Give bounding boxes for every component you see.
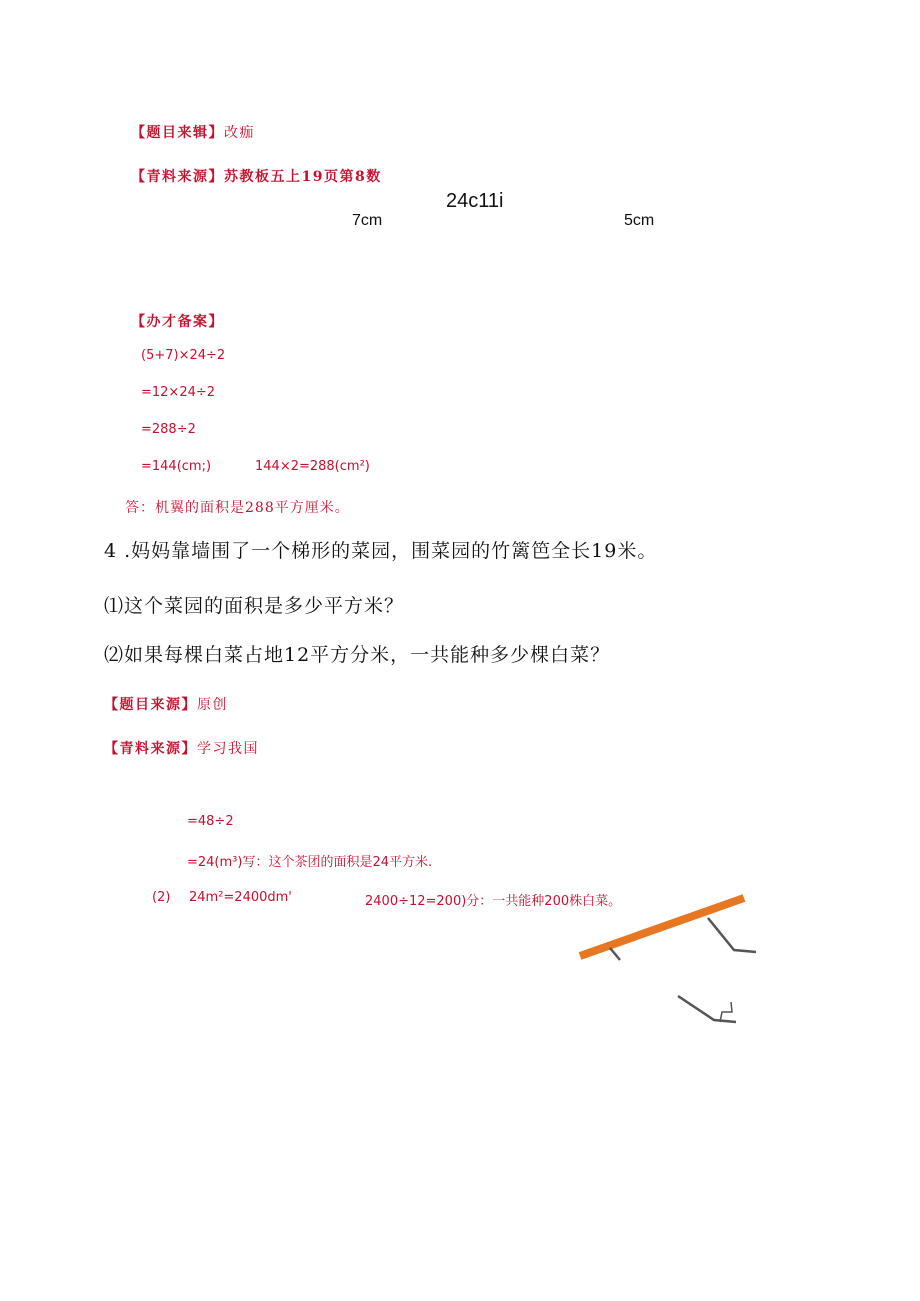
fence-bottom-corner <box>678 996 736 1022</box>
source-line <box>131 122 255 142</box>
q4-calc-1: =48÷2 <box>187 814 234 829</box>
wall-bar <box>580 898 744 956</box>
calc-line-4a: =144(cm;) <box>141 459 212 474</box>
fence-right-side <box>708 918 756 952</box>
figure-label-right: 5cm <box>624 212 655 229</box>
q4-source-tag: 【题目来源】 <box>104 697 197 713</box>
material-tag: 【青料来源】 <box>131 169 224 185</box>
calc-line-4b: 144×2=288(cm²) <box>255 459 370 474</box>
question-4-sub2: ⑵如果每棵白菜占地12平方分米，一共能种多少棵白菜？ <box>104 644 611 666</box>
q4-source-value: 原创 <box>197 697 228 713</box>
calc-line-3: =288÷2 <box>141 422 196 437</box>
source-value: 改痂 <box>224 125 255 141</box>
calc-line-1: (5+7)×24÷2 <box>141 348 226 363</box>
material-line <box>131 166 382 186</box>
right-angle-mark <box>720 1002 732 1022</box>
figure-label-left: 7cm <box>352 212 383 229</box>
q4-material-value: 学习我国 <box>197 741 259 757</box>
fence-left-stub <box>610 948 620 960</box>
calc-line-2: =12×24÷2 <box>141 385 216 400</box>
question-4: 4 .妈妈靠墙围了一个梯形的菜园，围菜园的竹篱笆全长19米。 <box>104 540 658 562</box>
q4-calc-2: =24(m³)写：这个茶团的面积是24平方米. <box>187 855 433 870</box>
answer-text: 答：机翼的面积是288平方厘米。 <box>125 500 350 516</box>
q4-calc-3a: 24m²=2400dm' <box>189 890 292 905</box>
q4-material-tag: 【青料来源】 <box>104 741 197 757</box>
answer-tag: 【办才备案】 <box>131 314 224 330</box>
q4-calc-3-num: (2) <box>152 890 171 905</box>
q4-material-line <box>104 738 259 758</box>
figure-label-top: 24c11i <box>446 190 504 212</box>
material-value: 苏教板五上19页第8数 <box>224 169 382 185</box>
q4-source-line <box>104 694 228 714</box>
source-tag: 【题目来辑】 <box>131 125 224 141</box>
garden-figure <box>560 880 790 1030</box>
q4-calc-3b: 2400÷12=200)分：一共能种200株白菜。 <box>365 894 622 909</box>
question-4-sub1: ⑴这个菜园的面积是多少平方米？ <box>104 595 405 617</box>
